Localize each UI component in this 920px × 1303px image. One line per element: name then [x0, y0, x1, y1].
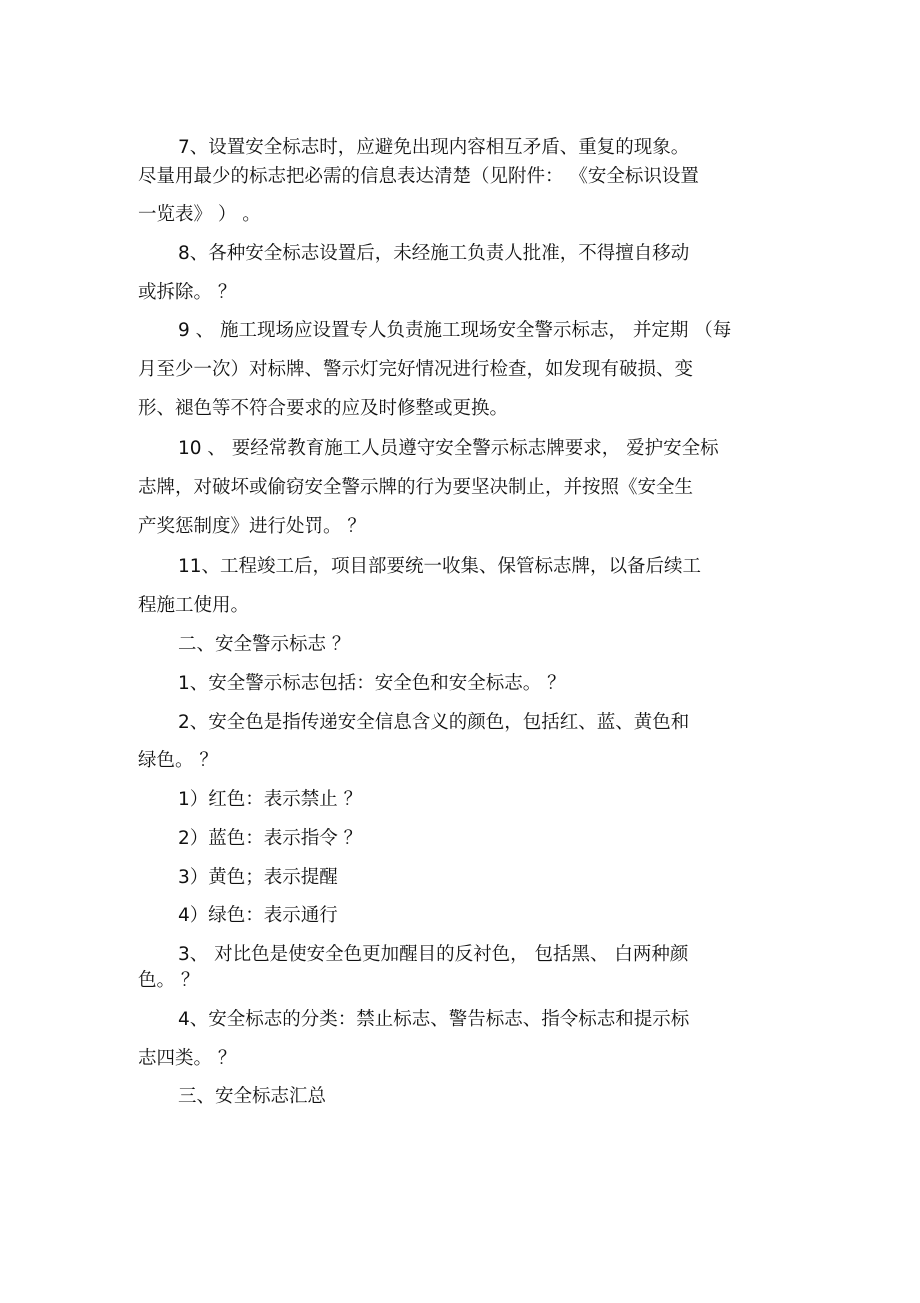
section-heading: 三、安全标志汇总	[178, 1086, 327, 1107]
text-line: 4）绿色：表示通行	[178, 905, 338, 926]
text-line: 程施工使用。	[138, 595, 250, 616]
text-line: 3）黄色；表示提醒	[178, 867, 338, 888]
text-line: 志牌，对破坏或偷窃安全警示牌的行为要坚决制止，并按照《安全生	[138, 477, 694, 498]
text-line: 1）红色：表示禁止 ？	[178, 789, 363, 810]
text-line: 3、 对比色是使安全色更加醒目的反衬色， 包括黑、 白两种颜	[178, 944, 689, 965]
text-line: 1、安全警示标志包括：安全色和安全标志。 ？	[178, 673, 566, 694]
text-line: 绿色。 ？	[138, 750, 218, 771]
text-line: 10 、 要经常教育施工人员遵守安全警示标志牌要求， 爱护安全标	[178, 438, 719, 459]
text-line: 4、安全标志的分类：禁止标志、警告标志、指令标志和提示标	[178, 1009, 690, 1030]
text-line: 2）蓝色：表示指令 ？	[178, 828, 363, 849]
section-heading: 二、安全警示标志 ？	[178, 634, 351, 655]
text-line: 尽量用最少的标志把必需的信息表达清楚（见附件： 《安全标识设置	[138, 166, 699, 187]
text-line: 8、各种安全标志设置后，未经施工负责人批准，不得擅自移动	[178, 243, 690, 264]
text-line: 2、安全色是指传递安全信息含义的颜色，包括红、蓝、黄色和	[178, 712, 690, 733]
text-line: 一览表》 ） 。	[138, 204, 261, 225]
text-line: 9 、 施工现场应设置专人负责施工现场安全警示标志， 并定期 （每	[178, 320, 732, 341]
text-line: 志四类。 ？	[138, 1048, 237, 1069]
text-line: 色。 ？	[138, 970, 200, 991]
text-line: 月至少一次）对标牌、警示灯完好情况进行检查，如发现有破损、变	[138, 359, 694, 380]
text-line: 形、褪色等不符合要求的应及时修整或更换。	[138, 398, 509, 419]
text-line: 7、设置安全标志时，应避免出现内容相互矛盾、重复的现象。	[178, 137, 690, 158]
text-line: 11、工程竣工后，项目部要统一收集、保管标志牌，以备后续工	[178, 556, 702, 577]
text-line: 产奖惩制度》进行处罚。 ？	[138, 516, 366, 537]
text-line: 或拆除。 ？	[138, 282, 237, 303]
